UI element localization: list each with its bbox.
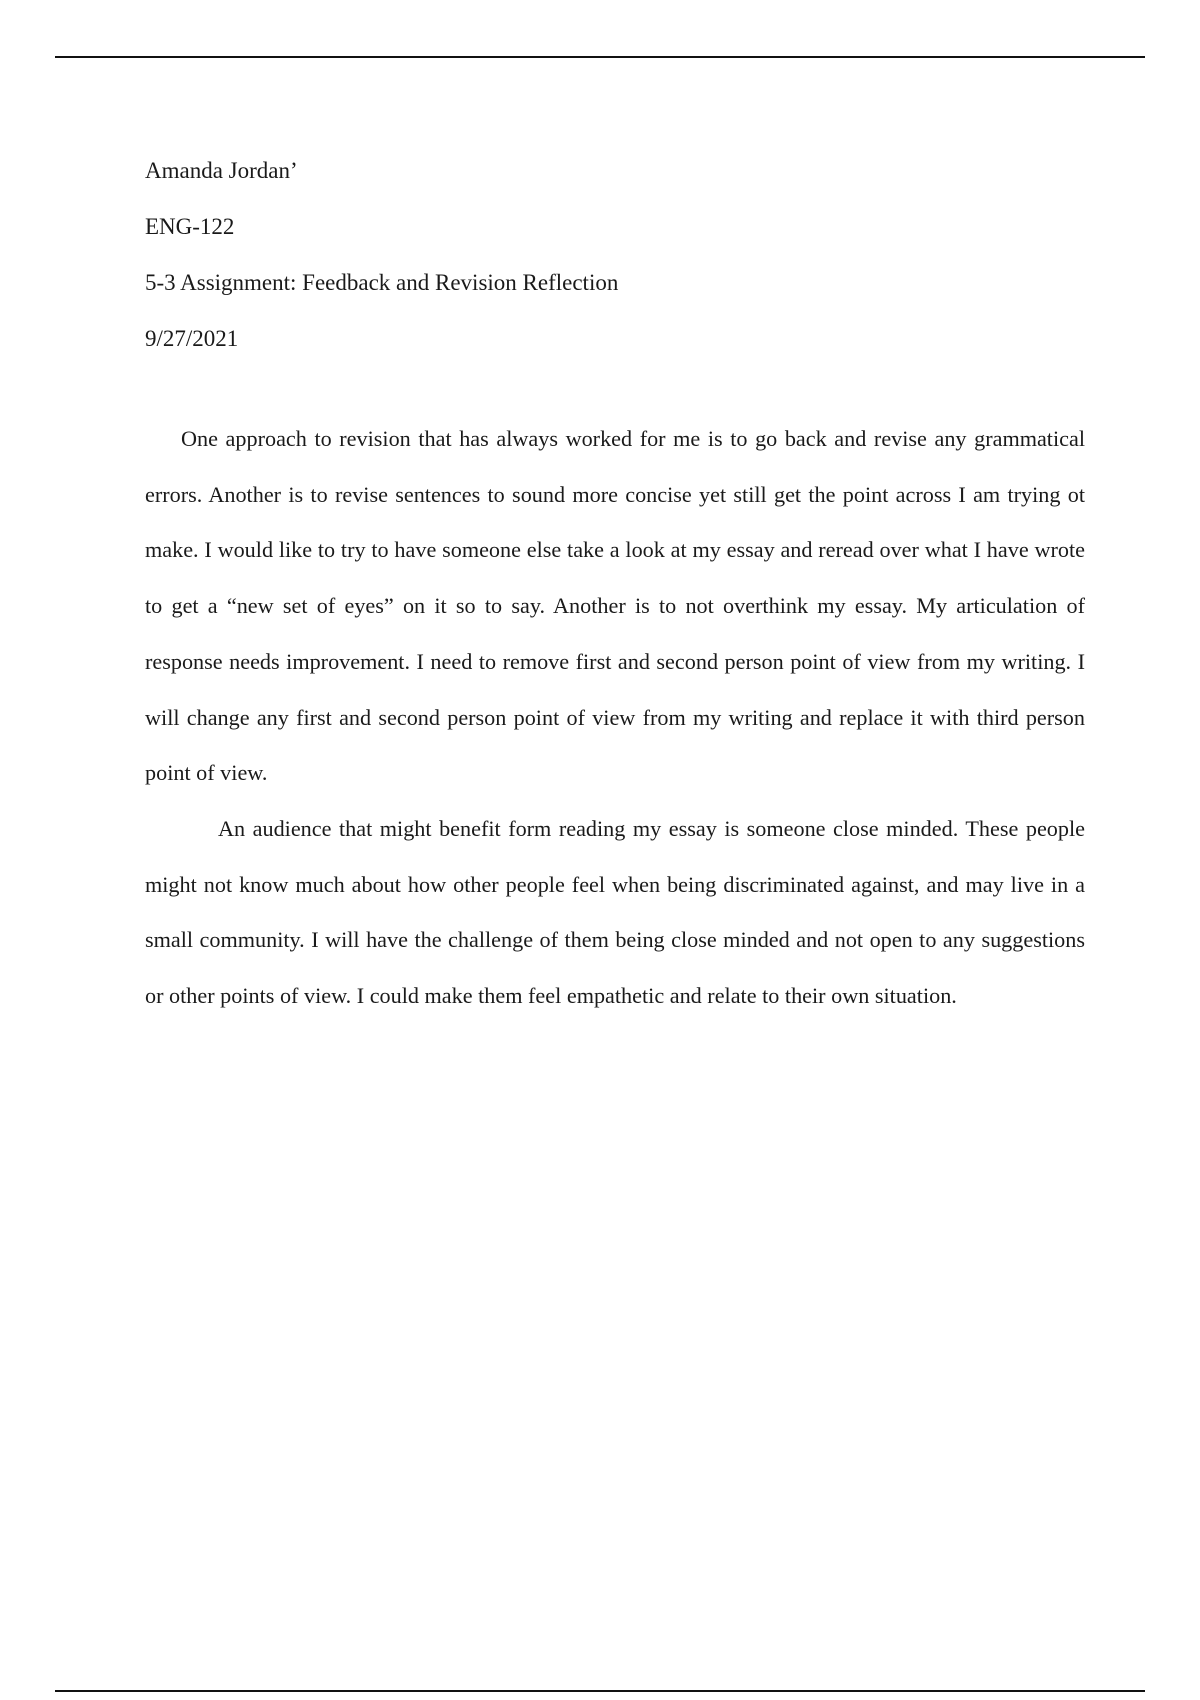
body-paragraph: An audience that might benefit form reading my essay is someone close minded. These people might not know much about how other people feel when being discriminated against, and may live in a small community. I will have the challenge of them being close minded and not open to any suggestions or other points of view. I could make them feel empathetic and relate to their own situation.: [145, 815, 1085, 1009]
document-body: [145, 411, 1085, 1024]
document-date: 9/27/2021: [145, 326, 239, 351]
top-rule: [55, 56, 1145, 58]
document-header: [145, 143, 1075, 367]
course-code: ENG-122: [145, 214, 235, 239]
author-name: Amanda Jordan’: [145, 158, 298, 183]
assignment-title: 5-3 Assignment: Feedback and Revision Reflection: [145, 270, 619, 295]
body-paragraph: One approach to revision that has always worked for me is to go back and revise any grammatical errors. Another is to revise sentences to sound more concise yet still get the point across I am trying ot make. I would like to try to have someone else take a look at my essay and reread over what I have wrote to get a “new set of eyes” on it so to say. Another is to not overthink my essay. My articulation of response needs improvement. I need to remove first and second person point of view from my writing. I will change any first and second person point of view from my writing and replace it with third person point of view.: [145, 426, 1085, 786]
bottom-rule: [55, 1690, 1145, 1692]
